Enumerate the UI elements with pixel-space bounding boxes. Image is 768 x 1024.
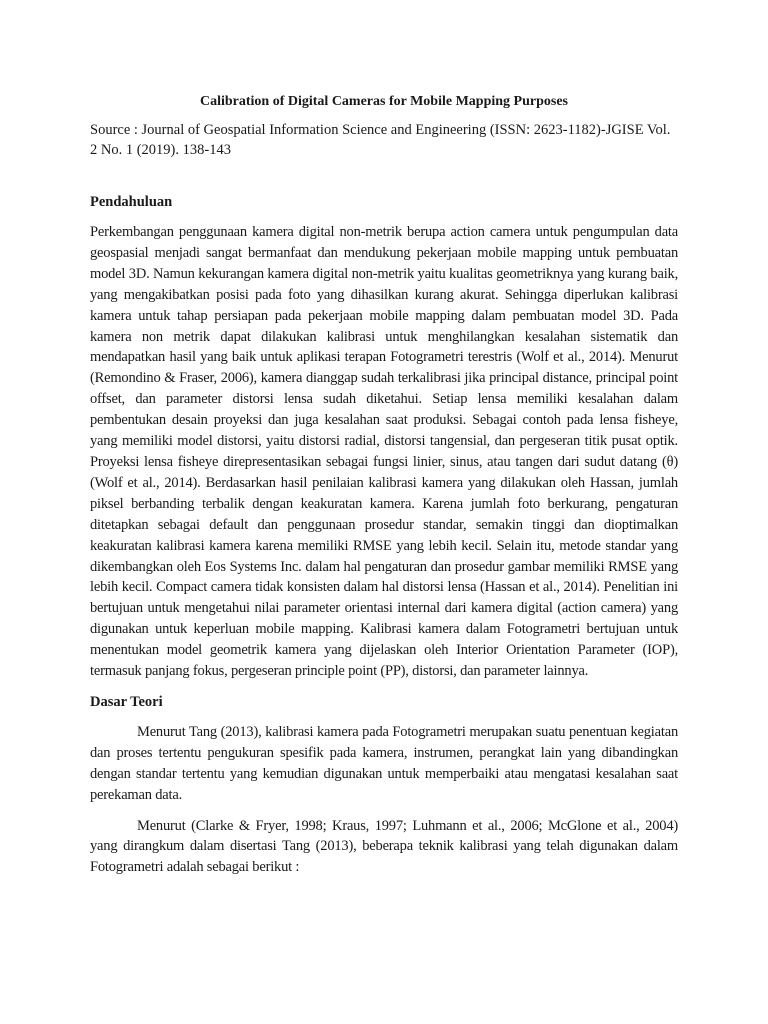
document-page (90, 92, 678, 888)
paragraph-dasar-teori-1: Menurut Tang (2013), kalibrasi kamera pada Fotogrametri merupakan suatu penentuan kegiatan dan proses tertentu pengukuran spesifik pada kamera, instrumen, perangkat lain yang dibandingkan dengan standar tertentu yang kemudian digunakan untuk memperbaiki atau mengatasi kesalahan saat perekaman data. (90, 723, 678, 803)
section-heading-dasar-teori: Dasar Teori (90, 693, 163, 710)
paragraph-dasar-teori-2: Menurut (Clarke & Fryer, 1998; Kraus, 1997; Luhmann et al., 2006; McGlone et al., 2004) yang dirangkum dalam disertasi Tang (2013), beberapa teknik kalibrasi yang telah digunakan dalam Fotogrametri adalah sebagai berikut : (90, 817, 678, 876)
document-source: Source : Journal of Geospatial Information Science and Engineering (ISSN: 2623-1182)-JGISE Vol. 2 No. 1 (2019). 138-143 (90, 122, 671, 158)
paragraph-pendahuluan: Perkembangan penggunaan kamera digital non-metrik berupa action camera untuk pengumpulan data geospasial menjadi sangat bermanfaat dan mendukung pekerjaan mobile mapping untuk pembuatan model 3D. Namun kekurangan kamera digital non-metrik yaitu kualitas geometriknya yang kurang baik, yang mengakibatkan posisi pada foto yang dihasilkan kurang akurat. Sehingga diperlukan kalibrasi kamera untuk tahap persiapan pada pekerjaan mobile mapping dalam pembuatan model 3D. Pada kamera non metrik dapat dilakukan kalibrasi untuk menghilangkan kesalahan sistematik dan mendapatkan hasil yang baik untuk aplikasi terapan Fotogrametri terestris (Wolf et al., 2014). Menurut (Remondino & Fraser, 2006), kamera dianggap sudah terkalibrasi jika principal distance, principal point offset, dan parameter distorsi lensa sudah diketahui. Setiap lensa memiliki kesalahan dalam pembentukan desain proyeksi dan juga kesalahan saat produksi. Sebagai contoh pada lensa fisheye, yang memiliki model distorsi, yaitu distorsi radial, distorsi tangensial, dan pergeseran titik pusat optik. Proyeksi lensa fisheye direpresentasikan sebagai fungsi linier, sinus, atau tangen dari sudut datang (θ) (Wolf et al., 2014). Berdasarkan hasil penilaian kalibrasi kamera yang dilakukan oleh Hassan, jumlah piksel berbanding terbalik dengan keakuratan kamera. Karena jumlah foto berkurang, pengaturan ditetapkan sebagai default dan penggunaan prosedur standar, semakin tinggi dan dioptimalkan keakuratan kalibrasi kamera karena memiliki RMSE yang lebih kecil. Selain itu, metode standar yang dikembangkan oleh Eos Systems Inc. dalam hal pengaturan dan prosedur gambar memiliki RMSE yang lebih kecil. Compact camera tidak konsisten dalam hal distorsi lensa (Hassan et al., 2014). Penelitian ini bertujuan untuk mengetahui nilai parameter orientasi internal dari kamera digital (action camera) yang digunakan untuk keperluan mobile mapping. Kalibrasi kamera dalam Fotogrametri bertujuan untuk menentukan model geometrik kamera yang dijelaskan oleh Interior Orientation Parameter (IOP), termasuk panjang fokus, pergeseran principle point (PP), distorsi, dan parameter lainnya. (90, 224, 678, 680)
section-heading-pendahuluan: Pendahuluan (90, 194, 173, 210)
document-title: Calibration of Digital Cameras for Mobile Mapping Purposes (199, 94, 568, 109)
